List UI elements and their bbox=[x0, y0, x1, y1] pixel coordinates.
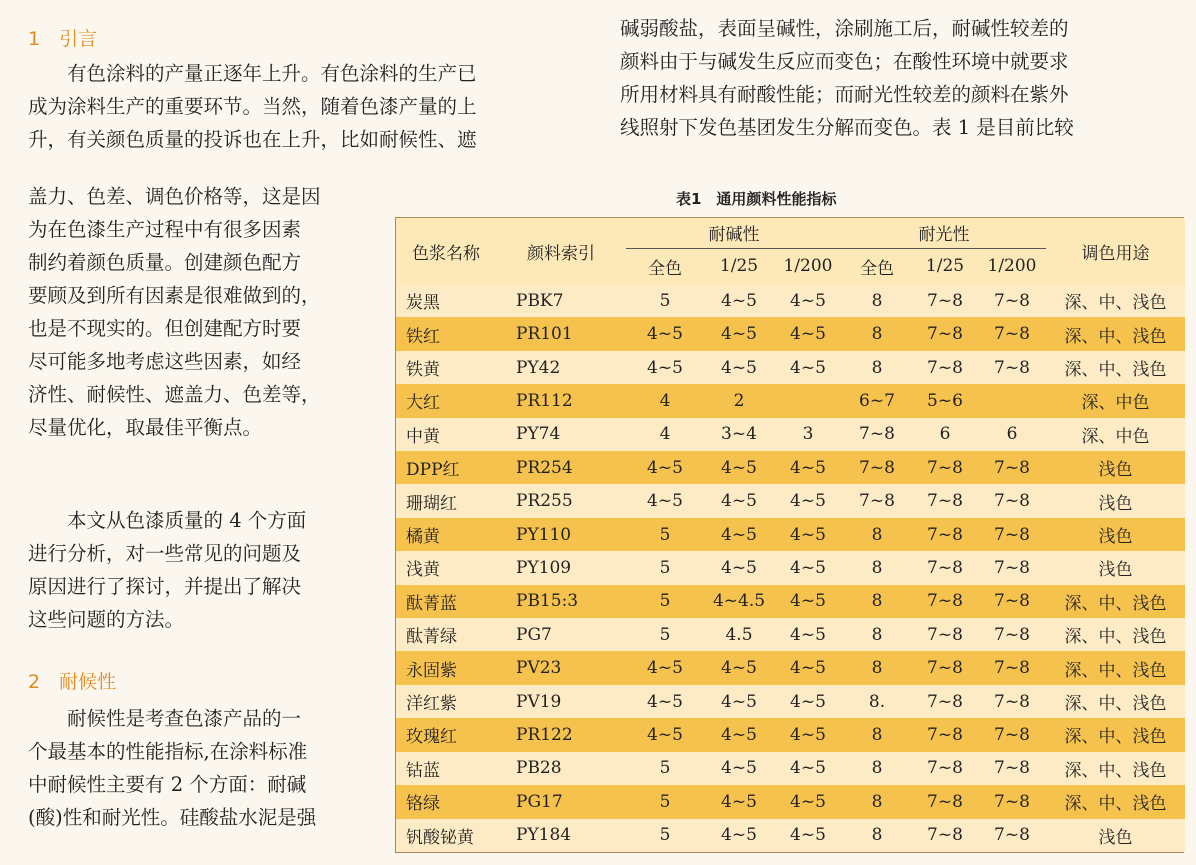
section-heading-intro: 1 引言 bbox=[28, 28, 98, 50]
table-cell: 玫瑰红 bbox=[396, 718, 496, 751]
table-cell: 4 bbox=[626, 418, 704, 451]
table-row bbox=[396, 484, 1185, 517]
table-cell: 7~8 bbox=[978, 752, 1046, 785]
table-cell: PB28 bbox=[496, 752, 626, 785]
text-line: 有色涂料的产量正逐年上升。有色涂料的生产已 bbox=[28, 62, 477, 85]
header-alkali: 耐碱性 bbox=[626, 218, 842, 248]
text-line: 原因进行了探讨，并提出了解决 bbox=[28, 575, 302, 598]
table-cell: 7~8 bbox=[912, 718, 978, 751]
intro-paragraph-continued bbox=[28, 180, 378, 444]
table-cell: 7~8 bbox=[978, 551, 1046, 584]
table-row bbox=[396, 685, 1185, 718]
table-cell: 5 bbox=[626, 618, 704, 651]
table-cell: 7~8 bbox=[912, 819, 978, 853]
table-row bbox=[396, 284, 1185, 317]
table-cell: 浅色 bbox=[1046, 551, 1185, 584]
header-light: 耐光性 bbox=[842, 218, 1046, 248]
header-name: 色浆名称 bbox=[396, 218, 496, 284]
table-cell: 4~5 bbox=[704, 551, 774, 584]
table-cell: 7~8 bbox=[978, 785, 1046, 818]
table-cell: 4~5 bbox=[704, 518, 774, 551]
table-cell: 深、中色 bbox=[1046, 418, 1185, 451]
table-cell: 4~5 bbox=[704, 718, 774, 751]
table-cell: 深、中色 bbox=[1046, 384, 1185, 417]
table-cell: 7~8 bbox=[978, 484, 1046, 517]
text-line: 为在色漆生产过程中有很多因素 bbox=[28, 218, 302, 241]
table-cell: 5 bbox=[626, 752, 704, 785]
table-cell: 炭黑 bbox=[396, 284, 496, 317]
table-cell: PR112 bbox=[496, 384, 626, 417]
table-cell: PR101 bbox=[496, 317, 626, 350]
table-cell: PR255 bbox=[496, 484, 626, 517]
table-cell: 7~8 bbox=[978, 819, 1046, 853]
table-cell: 5~6 bbox=[912, 384, 978, 417]
table-cell: 7~8 bbox=[842, 484, 912, 517]
text-line: 耐候性是考查色漆产品的一 bbox=[28, 707, 302, 730]
table-cell: 深、中、浅色 bbox=[1046, 317, 1185, 350]
table-cell: 4~5 bbox=[774, 618, 842, 651]
table-cell: 8 bbox=[842, 518, 912, 551]
table-cell: 5 bbox=[626, 518, 704, 551]
table-cell: 8 bbox=[842, 351, 912, 384]
table-cell: 7~8 bbox=[978, 351, 1046, 384]
table-cell: 4~5 bbox=[626, 718, 704, 751]
table-cell bbox=[774, 384, 842, 417]
text-line: 颜料由于与碱发生反应而变色；在酸性环境中就要求 bbox=[620, 50, 1069, 73]
table-cell: 8 bbox=[842, 819, 912, 853]
table-row bbox=[396, 418, 1185, 451]
table-cell: 4~5 bbox=[626, 685, 704, 718]
table-cell: 深、中、浅色 bbox=[1046, 785, 1185, 818]
table-cell: 5 bbox=[626, 785, 704, 818]
table-cell: 4~5 bbox=[774, 317, 842, 350]
table-cell: PY184 bbox=[496, 819, 626, 853]
table-cell: 7~8 bbox=[912, 451, 978, 484]
table-cell: 深、中、浅色 bbox=[1046, 718, 1185, 751]
table-cell: PY109 bbox=[496, 551, 626, 584]
table-cell: 7~8 bbox=[978, 651, 1046, 684]
table-cell: PY42 bbox=[496, 351, 626, 384]
table-row bbox=[396, 317, 1185, 350]
text-line: 成为涂料生产的重要环节。当然，随着色漆产量的上 bbox=[28, 95, 477, 118]
table-row bbox=[396, 785, 1185, 818]
header-sub: 全色 bbox=[626, 248, 704, 284]
table-caption: 表1 通用颜料性能指标 bbox=[676, 190, 837, 208]
table-cell: 4~5 bbox=[704, 785, 774, 818]
table-cell: PB15:3 bbox=[496, 585, 626, 618]
table-cell: 7~8 bbox=[912, 752, 978, 785]
header-sub: 全色 bbox=[842, 248, 912, 284]
table-cell: 4~5 bbox=[774, 752, 842, 785]
header-use: 调色用途 bbox=[1046, 218, 1185, 284]
table-cell: 4 bbox=[626, 384, 704, 417]
right-column-paragraph bbox=[620, 12, 1190, 144]
table-cell: 7~8 bbox=[978, 618, 1046, 651]
table-cell: 浅色 bbox=[1046, 451, 1185, 484]
table-row bbox=[396, 518, 1185, 551]
table-cell: 深、中、浅色 bbox=[1046, 618, 1185, 651]
scope-paragraph bbox=[28, 504, 378, 636]
table-cell: 8 bbox=[842, 551, 912, 584]
table-cell: 7~8 bbox=[912, 317, 978, 350]
table-cell: PR254 bbox=[496, 451, 626, 484]
table-cell: 6 bbox=[912, 418, 978, 451]
pigment-table bbox=[395, 217, 1184, 853]
table-cell: 4~5 bbox=[704, 819, 774, 853]
table-cell: 浅黄 bbox=[396, 551, 496, 584]
table-cell: 4~5 bbox=[704, 317, 774, 350]
table-cell: 6 bbox=[978, 418, 1046, 451]
table-cell: 4~5 bbox=[774, 518, 842, 551]
table-cell: 4~5 bbox=[704, 451, 774, 484]
table-row bbox=[396, 451, 1185, 484]
table-row bbox=[396, 351, 1185, 384]
header-sub: 1/200 bbox=[774, 248, 842, 284]
table-row bbox=[396, 618, 1185, 651]
table-cell: 4~5 bbox=[626, 451, 704, 484]
text-line: 碱弱酸盐，表面呈碱性，涂刷施工后，耐碱性较差的 bbox=[620, 17, 1069, 40]
table-cell: 深、中、浅色 bbox=[1046, 752, 1185, 785]
table-cell: 7~8 bbox=[978, 685, 1046, 718]
table-cell: 5 bbox=[626, 284, 704, 317]
table-cell: 深、中、浅色 bbox=[1046, 585, 1185, 618]
text-line: 盖力、色差、调色价格等，这是因 bbox=[28, 185, 321, 208]
table-cell: 4~5 bbox=[704, 484, 774, 517]
table-cell: 深、中、浅色 bbox=[1046, 351, 1185, 384]
text-line: 尽量优化，取最佳平衡点。 bbox=[28, 416, 263, 439]
table-cell: 7~8 bbox=[912, 651, 978, 684]
table-cell: 浅色 bbox=[1046, 484, 1185, 517]
table-cell: DPP红 bbox=[396, 451, 496, 484]
table-cell bbox=[978, 384, 1046, 417]
table-cell: 铬绿 bbox=[396, 785, 496, 818]
table-cell: 4~5 bbox=[626, 651, 704, 684]
table-cell: 4~5 bbox=[704, 351, 774, 384]
table-cell: 4~5 bbox=[774, 484, 842, 517]
text-line: 所用材料具有耐酸性能；而耐光性较差的颜料在紫外 bbox=[620, 83, 1069, 106]
table-cell: 7~8 bbox=[978, 718, 1046, 751]
table-cell: 4~5 bbox=[704, 685, 774, 718]
table-cell: 浅色 bbox=[1046, 819, 1185, 853]
text-line: 济性、耐候性、遮盖力、色差等， bbox=[28, 383, 321, 406]
table-cell: 7~8 bbox=[912, 284, 978, 317]
text-line: 也是不现实的。但创建配方时要 bbox=[28, 317, 302, 340]
table-cell: 4~5 bbox=[774, 351, 842, 384]
table-cell: 酞菁绿 bbox=[396, 618, 496, 651]
text-line: 要顾及到所有因素是很难做到的， bbox=[28, 284, 321, 307]
table-row bbox=[396, 718, 1185, 751]
table-cell: 7~8 bbox=[912, 618, 978, 651]
table-cell: 4~5 bbox=[774, 819, 842, 853]
table-cell: 8 bbox=[842, 618, 912, 651]
table-cell: 8 bbox=[842, 651, 912, 684]
table-cell: 永固紫 bbox=[396, 651, 496, 684]
table-cell: 钴蓝 bbox=[396, 752, 496, 785]
table-cell: 8 bbox=[842, 718, 912, 751]
table-cell: 4~4.5 bbox=[704, 585, 774, 618]
table-cell: 深、中、浅色 bbox=[1046, 284, 1185, 317]
table-cell: 7~8 bbox=[842, 418, 912, 451]
table-cell: 4~5 bbox=[774, 651, 842, 684]
table-cell: 4~5 bbox=[774, 785, 842, 818]
table-cell: PY110 bbox=[496, 518, 626, 551]
table-cell: 5 bbox=[626, 819, 704, 853]
table-cell: 4~5 bbox=[626, 317, 704, 350]
intro-paragraph bbox=[28, 57, 588, 156]
table-cell: 浅色 bbox=[1046, 518, 1185, 551]
text-line: 进行分析，对一些常见的问题及 bbox=[28, 542, 302, 565]
table-cell: 4~5 bbox=[704, 284, 774, 317]
table-cell: 2 bbox=[704, 384, 774, 417]
table-cell: 4~5 bbox=[626, 484, 704, 517]
table-cell: 5 bbox=[626, 551, 704, 584]
table-cell: 橘黄 bbox=[396, 518, 496, 551]
table-cell: 7~8 bbox=[912, 585, 978, 618]
header-sub: 1/25 bbox=[704, 248, 774, 284]
table-cell: 7~8 bbox=[978, 451, 1046, 484]
table-cell: 4~5 bbox=[774, 284, 842, 317]
table-cell: 深、中、浅色 bbox=[1046, 651, 1185, 684]
table-cell: 6~7 bbox=[842, 384, 912, 417]
table-row bbox=[396, 651, 1185, 684]
table-cell: 4~5 bbox=[774, 585, 842, 618]
text-line: 中耐候性主要有 2 个方面：耐碱 bbox=[28, 773, 307, 796]
table-cell: 7~8 bbox=[912, 484, 978, 517]
table-cell: 7~8 bbox=[912, 518, 978, 551]
weather-paragraph bbox=[28, 702, 378, 834]
table-cell: 8. bbox=[842, 685, 912, 718]
table-row bbox=[396, 551, 1185, 584]
table-cell: 7~8 bbox=[978, 585, 1046, 618]
text-line: 线照射下发色基团发生分解而变色。表 1 是目前比较 bbox=[620, 116, 1074, 139]
table-cell: 珊瑚红 bbox=[396, 484, 496, 517]
table-cell: 7~8 bbox=[912, 785, 978, 818]
table-cell: 4~5 bbox=[704, 752, 774, 785]
table-cell: 5 bbox=[626, 585, 704, 618]
text-line: 制约着颜色质量。创建颜色配方 bbox=[28, 251, 302, 274]
text-line: 这些问题的方法。 bbox=[28, 608, 185, 631]
table-row bbox=[396, 752, 1185, 785]
text-line: 尽可能多地考虑这些因素，如经 bbox=[28, 350, 302, 373]
table-cell: 4~5 bbox=[774, 551, 842, 584]
table-cell: 铁黄 bbox=[396, 351, 496, 384]
table-cell: 3~4 bbox=[704, 418, 774, 451]
table-cell: 深、中、浅色 bbox=[1046, 685, 1185, 718]
table-cell: 4~5 bbox=[774, 685, 842, 718]
table-cell: 8 bbox=[842, 284, 912, 317]
table-row bbox=[396, 384, 1185, 417]
table-cell: 4~5 bbox=[626, 351, 704, 384]
table-cell: 4.5 bbox=[704, 618, 774, 651]
table-cell: 7~8 bbox=[978, 518, 1046, 551]
text-line: 本文从色漆质量的 4 个方面 bbox=[28, 509, 307, 532]
table-cell: 铁红 bbox=[396, 317, 496, 350]
table-row bbox=[396, 819, 1185, 853]
table-cell: PR122 bbox=[496, 718, 626, 751]
table-cell: PV19 bbox=[496, 685, 626, 718]
table-cell: PG7 bbox=[496, 618, 626, 651]
text-line: 升，有关颜色质量的投诉也在上升，比如耐候性、遮 bbox=[28, 128, 477, 151]
table-cell: 4~5 bbox=[774, 451, 842, 484]
table-cell: 8 bbox=[842, 785, 912, 818]
table-cell: 7~8 bbox=[978, 284, 1046, 317]
text-line: (酸)性和耐光性。硅酸盐水泥是强 bbox=[28, 806, 317, 829]
header-sub: 1/25 bbox=[912, 248, 978, 284]
text-line: 个最基本的性能指标,在涂料标准 bbox=[28, 740, 308, 763]
table-cell: 酞菁蓝 bbox=[396, 585, 496, 618]
table-cell: PY74 bbox=[496, 418, 626, 451]
table-cell: 4~5 bbox=[704, 651, 774, 684]
table-cell: 中黄 bbox=[396, 418, 496, 451]
table-row bbox=[396, 585, 1185, 618]
table-cell: 大红 bbox=[396, 384, 496, 417]
table-cell: PG17 bbox=[496, 785, 626, 818]
table-cell: 8 bbox=[842, 317, 912, 350]
table-cell: 3 bbox=[774, 418, 842, 451]
table-cell: 洋红紫 bbox=[396, 685, 496, 718]
table-cell: PV23 bbox=[496, 651, 626, 684]
table-cell: 7~8 bbox=[842, 451, 912, 484]
table-cell: 7~8 bbox=[978, 317, 1046, 350]
header-index: 颜料索引 bbox=[496, 218, 626, 284]
table-cell: 7~8 bbox=[912, 685, 978, 718]
table-cell: PBK7 bbox=[496, 284, 626, 317]
table-cell: 4~5 bbox=[774, 718, 842, 751]
table-cell: 8 bbox=[842, 585, 912, 618]
header-sub: 1/200 bbox=[978, 248, 1046, 284]
table-cell: 8 bbox=[842, 752, 912, 785]
table-cell: 钒酸铋黄 bbox=[396, 819, 496, 853]
table-cell: 7~8 bbox=[912, 551, 978, 584]
table-cell: 7~8 bbox=[912, 351, 978, 384]
section-heading-weather: 2 耐候性 bbox=[28, 671, 117, 693]
